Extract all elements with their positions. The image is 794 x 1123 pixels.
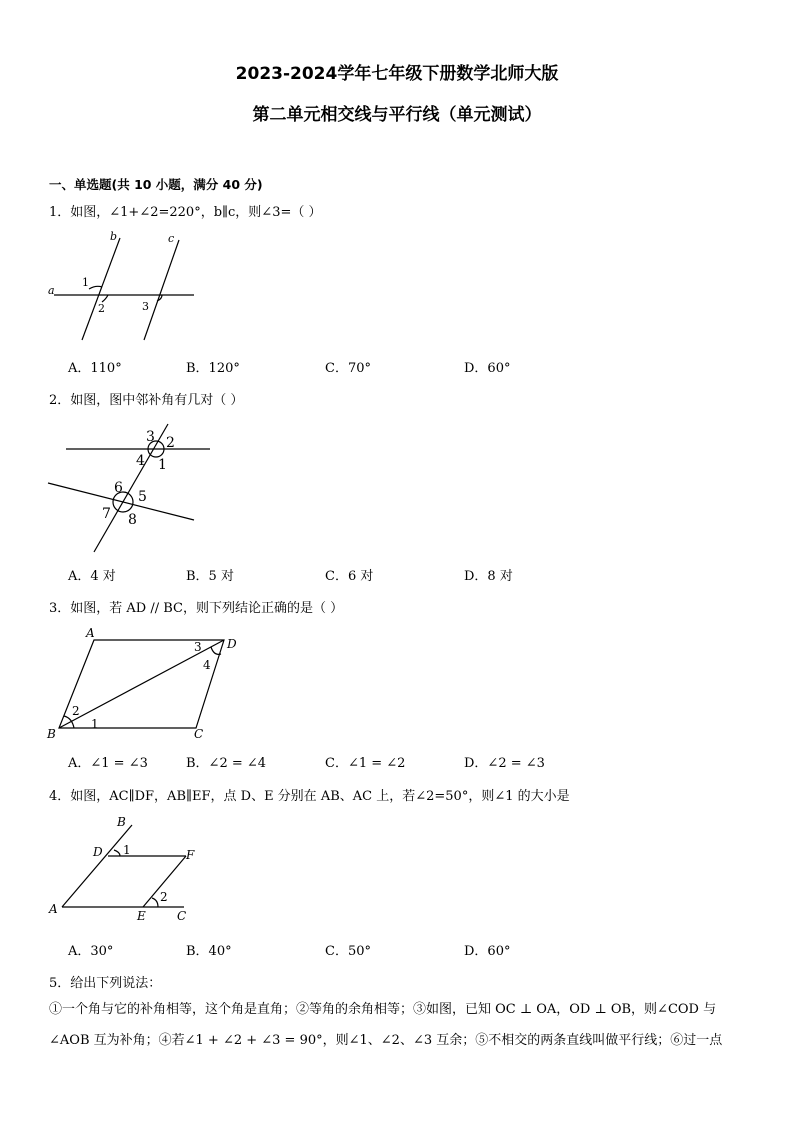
point-f: F [186, 848, 195, 862]
angle-1-arc [114, 850, 120, 856]
worksheet-title: 2023-2024学年七年级下册数学北师大版 [235, 64, 559, 84]
label-angle-5: 5 [138, 489, 147, 505]
section-heading: 一、单选题(共 10 小题，满分 40 分) [49, 177, 263, 192]
point-e: E [137, 909, 146, 923]
worksheet-subtitle: 第二单元相交线与平行线（单元测试） [252, 105, 542, 125]
label-c: c [168, 232, 175, 245]
line-b [82, 238, 120, 340]
label-angle-3: 3 [194, 640, 202, 654]
vertex-a: A [86, 626, 95, 640]
option-d[interactable]: D．60° [464, 944, 511, 959]
point-a: A [49, 902, 58, 916]
label-angle-1: 1 [91, 717, 99, 731]
point-b: B [117, 815, 126, 829]
label-angle-3: 3 [142, 300, 149, 313]
label-a: a [48, 284, 55, 297]
question-3-options [68, 752, 768, 770]
option-b[interactable]: B．40° [186, 944, 232, 959]
option-c[interactable]: C．6 对 [325, 569, 374, 584]
question-5-line-1: ①一个角与它的补角相等，这个角是直角；②等角的余角相等；③如图，已知 OC ⊥ OA，OD ⊥ OB，则∠COD 与 [49, 1002, 717, 1017]
vertex-d: D [227, 637, 237, 651]
question-1-figure [44, 226, 204, 348]
label-angle-2: 2 [166, 435, 175, 451]
option-c[interactable]: C．70° [325, 361, 371, 376]
option-a[interactable]: A．110° [68, 361, 122, 376]
question-4-options [68, 940, 768, 958]
option-b[interactable]: B．∠2 = ∠4 [186, 756, 267, 771]
option-a[interactable]: A．∠1 = ∠3 [68, 756, 148, 771]
label-angle-4: 4 [136, 453, 145, 469]
angle-2-arc [152, 898, 158, 907]
question-1-stem: 1．如图，∠1+∠2=220°，b∥c，则∠3=（ ） [49, 205, 322, 220]
label-angle-1: 1 [82, 276, 89, 289]
angle-1-arc [89, 286, 102, 289]
vertex-b: B [47, 727, 56, 741]
question-5-line-2: ∠AOB 互为补角；④若∠1 + ∠2 + ∠3 = 90°，则∠1、∠2、∠3 互余；⑤不相交的两条直线叫做平行线；⑥过一点 [49, 1033, 723, 1048]
line-ab [62, 825, 132, 907]
option-b[interactable]: B．5 对 [186, 569, 234, 584]
option-c[interactable]: C．∠1 = ∠2 [325, 756, 406, 771]
label-angle-2: 2 [72, 704, 80, 718]
option-c[interactable]: C．50° [325, 944, 371, 959]
question-3-figure [44, 624, 244, 742]
label-angle-1: 1 [158, 457, 167, 473]
option-d[interactable]: D．60° [464, 361, 511, 376]
label-angle-1: 1 [123, 843, 131, 857]
option-d[interactable]: D．8 对 [464, 569, 513, 584]
question-2-options [68, 565, 768, 583]
label-angle-4: 4 [203, 658, 211, 672]
option-a[interactable]: A．4 对 [68, 569, 116, 584]
label-b: b [110, 230, 118, 243]
question-3-stem: 3．如图，若 AD // BC，则下列结论正确的是（ ） [49, 601, 344, 616]
question-2-figure [44, 422, 214, 556]
vertex-c: C [194, 727, 204, 741]
question-4-stem: 4．如图，AC∥DF，AB∥EF，点 D、E 分别在 AB、AC 上，若∠2=50°，则∠1 的大小是 [49, 789, 570, 804]
label-angle-8: 8 [128, 512, 137, 528]
transversal [94, 424, 168, 552]
label-angle-2: 2 [160, 890, 168, 904]
point-c: C [177, 909, 187, 923]
angle-2-arc [102, 295, 108, 302]
question-5-stem: 5．给出下列说法： [49, 976, 162, 991]
option-d[interactable]: D．∠2 = ∠3 [464, 756, 545, 771]
point-d: D [93, 845, 103, 859]
question-2-stem: 2．如图，图中邻补角有几对（ ） [49, 393, 244, 408]
line-c [144, 240, 179, 340]
option-b[interactable]: B．120° [186, 361, 240, 376]
option-a[interactable]: A．30° [68, 944, 114, 959]
question-1-options [68, 357, 768, 375]
label-angle-3: 3 [146, 429, 155, 445]
label-angle-6: 6 [114, 480, 123, 496]
label-angle-2: 2 [98, 302, 105, 315]
label-angle-7: 7 [102, 506, 111, 522]
question-4-figure [44, 810, 204, 928]
